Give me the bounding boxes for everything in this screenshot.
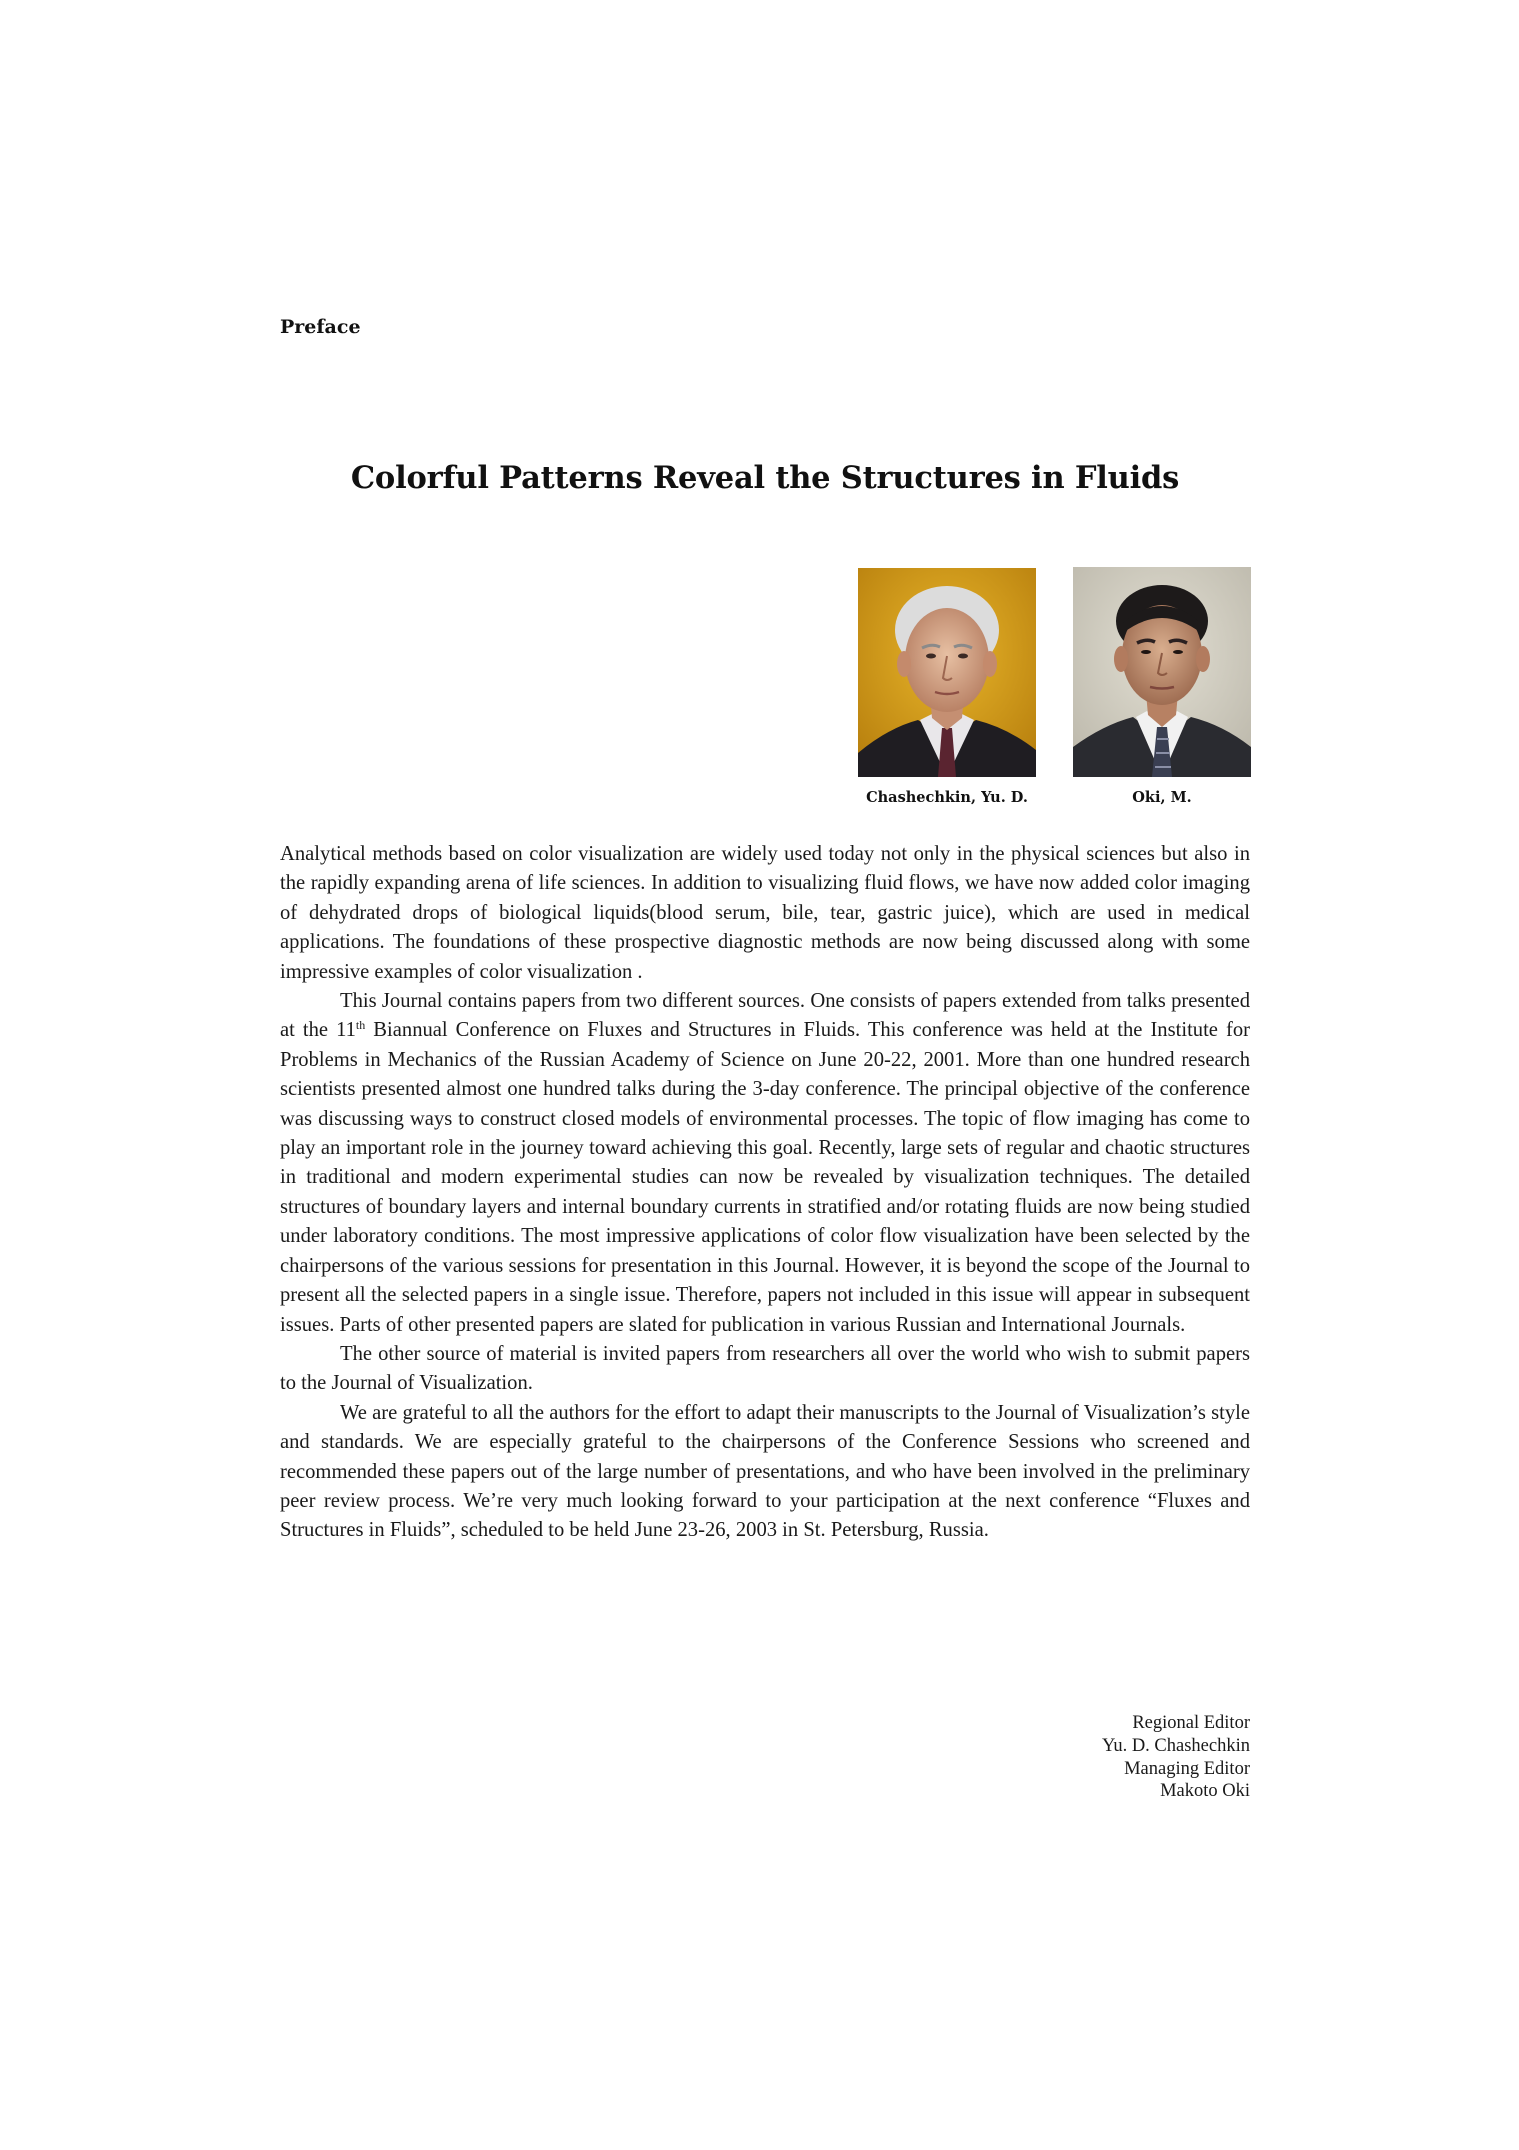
signature-block — [900, 1712, 1250, 1803]
portrait-caption-oki: Oki, M. — [1132, 789, 1192, 806]
paragraph-2-part-1: This Journal contains papers from two different sources. One consists of papers extended from talks presented at the 11 — [280, 990, 1250, 1042]
portrait-chashechkin — [858, 568, 1036, 777]
paragraph-1: Analytical methods based on color visualization are widely used today not only in the physical sciences but also in the rapidly expanding arena of life sciences. In addition to visualizing fluid flows, we have now added color imaging of dehydrated drops of biological liquids(blood serum, bile, tear, gastric juice), which are used in medical applications. The foundations of these prospective diagnostic methods are now being discussed along with some impressive examples of color visualization . — [280, 843, 1250, 983]
portrait-oki — [1073, 567, 1251, 777]
article-title: Colorful Patterns Reveal the Structures in Fluids — [350, 460, 1180, 496]
ordinal-superscript: th — [355, 1018, 366, 1033]
paragraph-3: The other source of material is invited papers from researchers all over the world who wish to submit papers to the Journal of Visualization. — [280, 1342, 1250, 1395]
article-body — [280, 840, 1250, 1546]
signature-role-regional: Regional Editor — [1132, 1713, 1250, 1733]
portrait-caption-chashechkin: Chashechkin, Yu. D. — [866, 789, 1028, 806]
section-label: Preface — [280, 316, 361, 338]
signature-role-managing: Managing Editor — [1124, 1758, 1250, 1779]
paragraph-2-part-2: Biannual Conference on Fluxes and Structures in Fluids. This conference was held at the Institute for Problems in Mechanics of the Russian Academy of Science on June 20-22, 2001. More than one hundred research scientists presented almost one hundred talks during the 3-day conference. The principal objective of the conference was discussing ways to construct closed models of environmental processes. The topic of flow imaging has come to play an important role in the journey toward achieving this goal. Recently, large sets of regular and chaotic structures in traditional and modern experimental studies can now be revealed by visualization techniques. The detailed structures of boundary layers and internal boundary currents in stratified and/or rotating fluids are now being studied under laboratory conditions. The most impressive applications of color flow visualization have been selected by the chairpersons of the various sessions for presentation in this Journal. However, it is beyond the scope of the Journal to present all the selected papers in a single issue. Therefore, papers not included in this issue will appear in subsequent issues. Parts of other presented papers are slated for publication in various Russian and International Journals. — [280, 1019, 1250, 1336]
paragraph-2 — [280, 987, 1250, 1340]
paragraph-4: We are grateful to all the authors for the effort to adapt their manuscripts to the Journal of Visualization’s style and standards. We are especially grateful to the chairpersons of the Conference Sessions who screened and recommended these papers out of the large number of presentations, and who have been involved in the preliminary peer review process. We’re very much looking forward to your participation at the next conference “Fluxes and Structures in Fluids”, scheduled to be held June 23-26, 2003 in St. Petersburg, Russia. — [280, 1401, 1250, 1542]
signature-name-chashechkin: Yu. D. Chashechkin — [1102, 1735, 1250, 1756]
signature-name-oki: Makoto Oki — [1160, 1781, 1250, 1802]
